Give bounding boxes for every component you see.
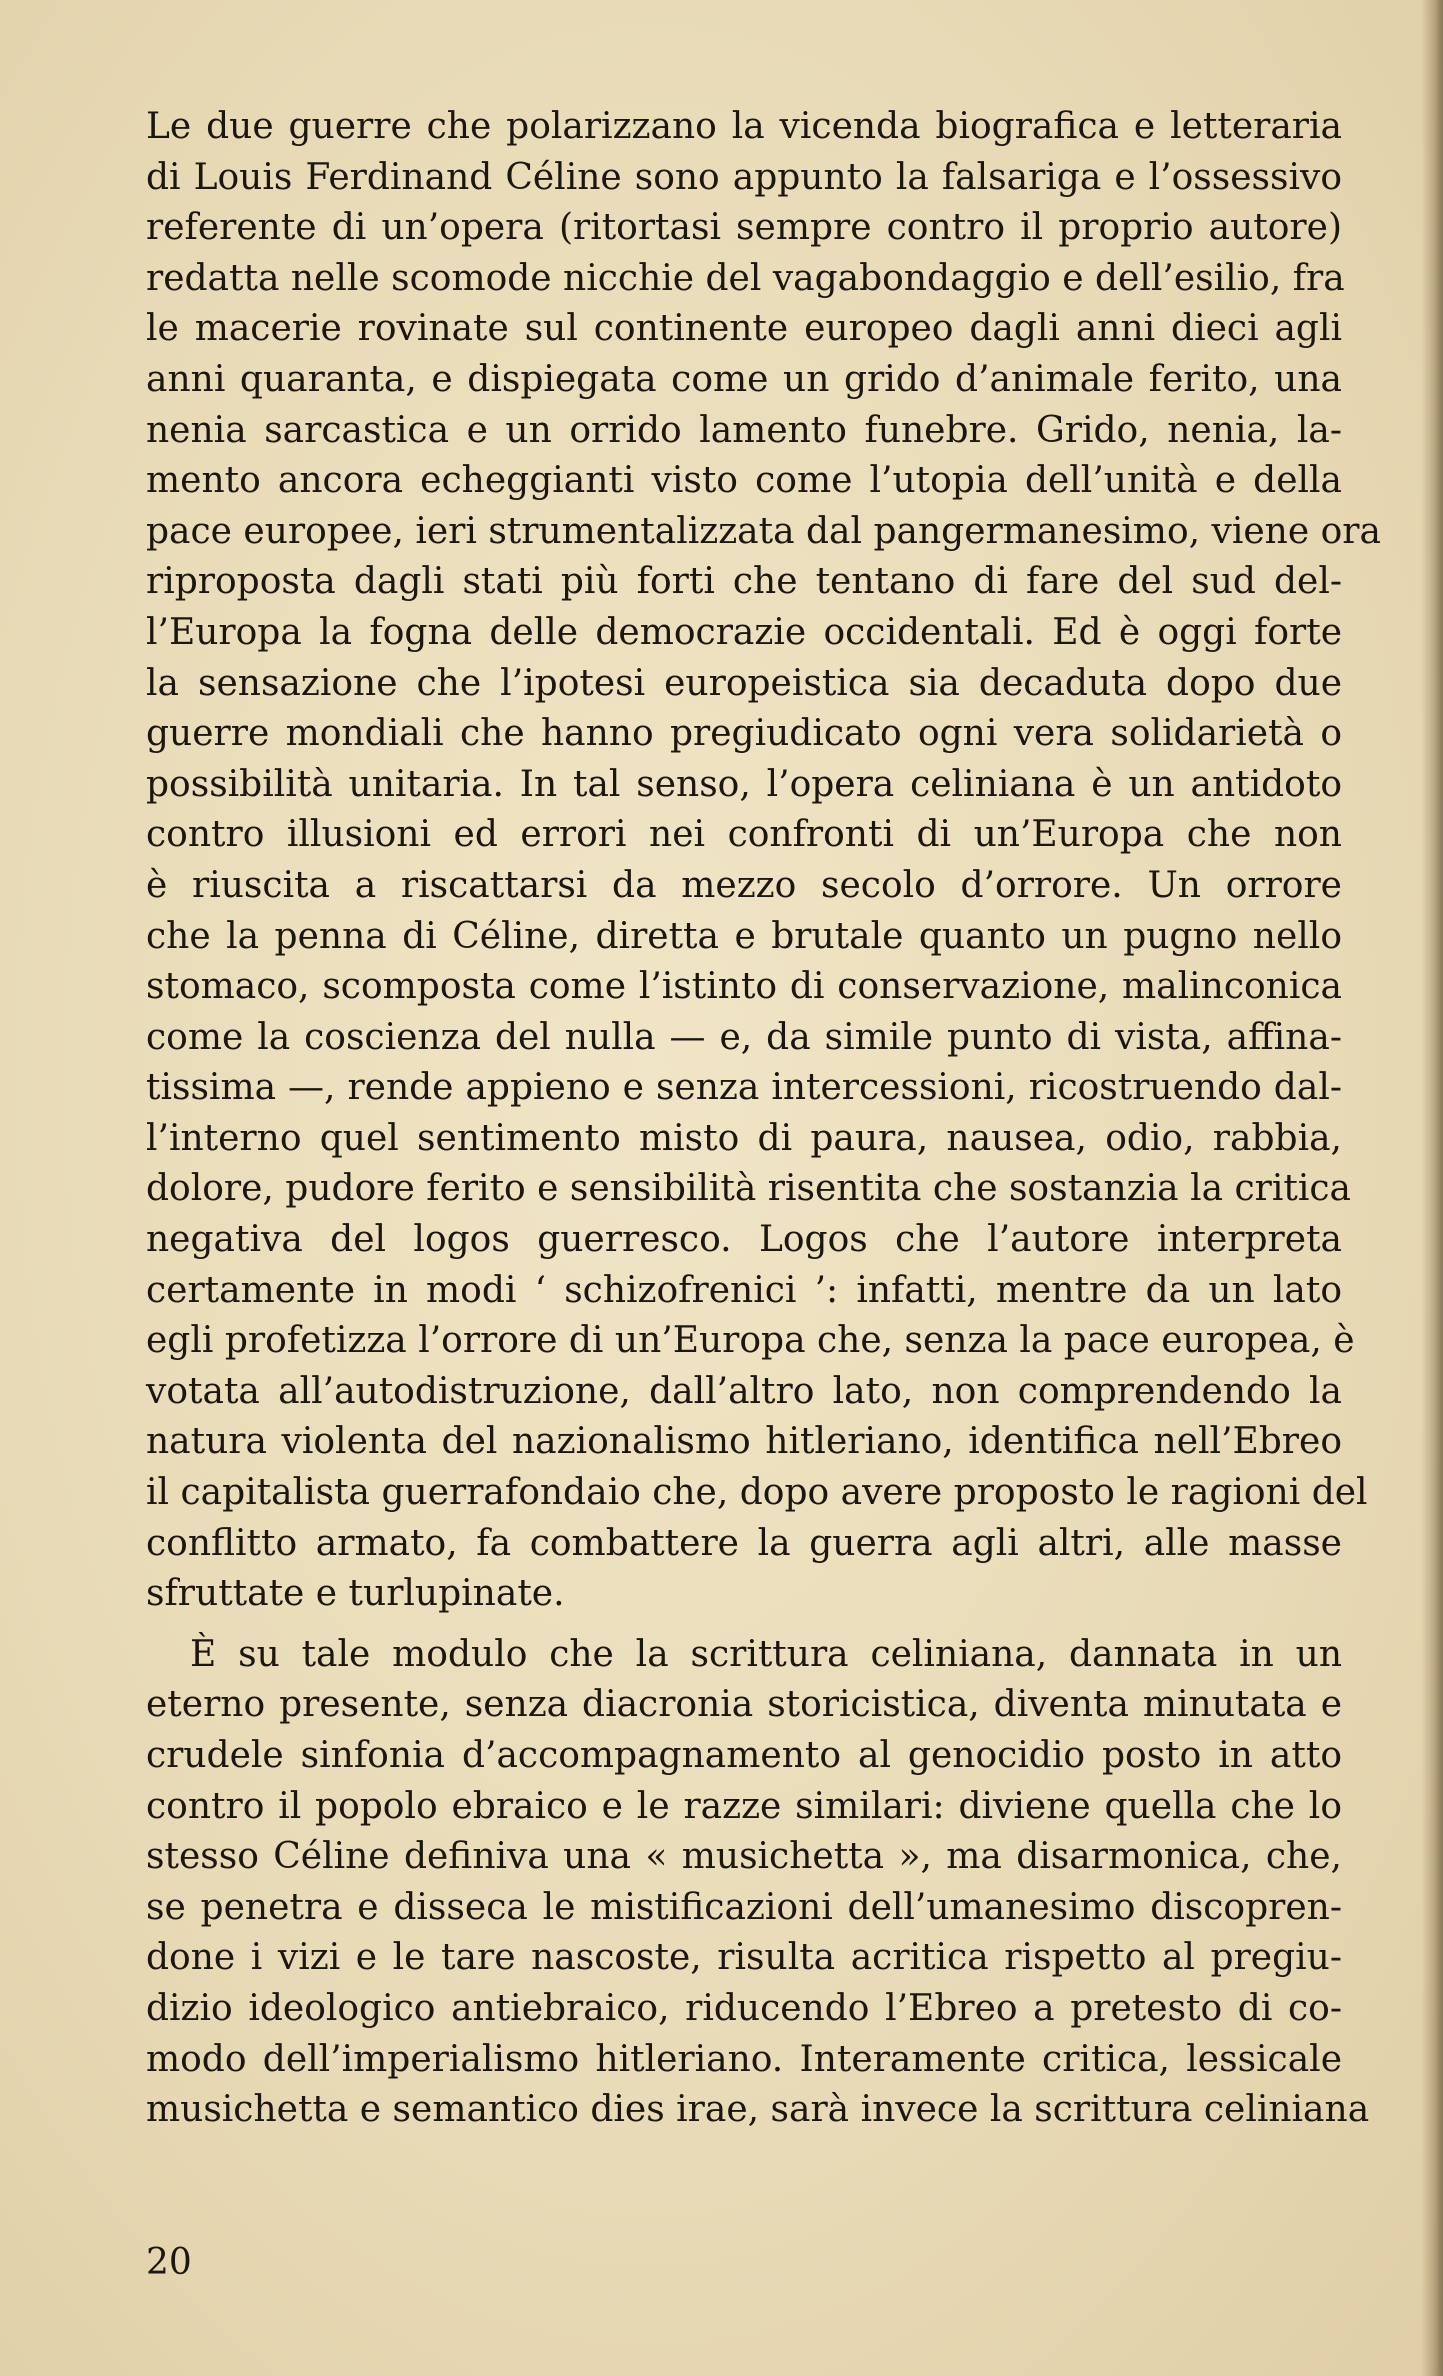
text-line: l’interno quel sentimento misto di paura, nausea, odio, rabbia,: [146, 1117, 1342, 1159]
text-line: done i vizi e le tare nascoste, risulta acritica rispetto al pregiu-: [146, 1937, 1342, 1979]
paragraph: [146, 1630, 1370, 2136]
text-line: contro il popolo ebraico e le razze similari: diviene quella che lo: [146, 1785, 1342, 1827]
text-line: nenia sarcastica e un orrido lamento funebre. Grido, nenia, la-: [146, 409, 1342, 451]
text-line: redatta nelle scomode nicchie del vagabondaggio e dell’esilio, fra: [146, 257, 1345, 299]
text-line: crudele sinfonia d’accompagnamento al genocidio posto in atto: [146, 1735, 1342, 1776]
text-line: eterno presente, senza diacronia storicistica, diventa minutata e: [146, 1684, 1342, 1726]
text-line: pace europee, ieri strumentalizzata dal pangermanesimo, viene ora: [146, 510, 1381, 552]
text-line: guerre mondiali che hanno pregiudicato ogni vera solidarietà o: [146, 713, 1342, 755]
text-line: conflitto armato, fa combattere la guerra agli altri, alle masse: [146, 1522, 1342, 1564]
text-line: se penetra e disseca le mistificazioni dell’umanesimo discopren-: [146, 1886, 1342, 1928]
text-line: stomaco, scomposta come l’istinto di conservazione, malinconica: [146, 966, 1342, 1008]
text-line: di Louis Ferdinand Céline sono appunto la falsariga e l’ossessivo: [146, 156, 1342, 198]
page-number: 20: [146, 2242, 192, 2283]
text-line: le macerie rovinate sul continente europeo dagli anni dieci agli: [146, 308, 1342, 350]
text-line: contro illusioni ed errori nei confronti di un’Europa che non: [146, 814, 1342, 856]
text-line: modo dell’imperialismo hitleriano. Interamente critica, lessicale: [146, 2038, 1342, 2080]
text-line: la sensazione che l’ipotesi europeistica sia decaduta dopo due: [146, 662, 1342, 704]
text-line: mento ancora echeggianti visto come l’utopia dell’unità e della: [146, 460, 1342, 502]
page-edge-shadow: [1421, 0, 1443, 2376]
text-line: anni quaranta, e dispiegata come un grido d’animale ferito, una: [146, 358, 1342, 400]
text-line: referente di un’opera (ritortasi sempre contro il proprio autore): [146, 207, 1342, 249]
text-line: il capitalista guerrafondaio che, dopo avere proposto le ragioni del: [146, 1472, 1368, 1514]
text-line: musichetta e semantico dies irae, sarà invece la scrittura celiniana: [146, 2089, 1370, 2131]
paragraph: [146, 102, 1381, 1620]
text-line: riproposta dagli stati più forti che tentano di fare del sud del-: [146, 561, 1342, 603]
text-line: che la penna di Céline, diretta e brutale quanto un pugno nello: [146, 915, 1342, 957]
text-line: egli profetizza l’orrore di un’Europa che, senza la pace europea, è: [146, 1320, 1355, 1362]
text-line: è riuscita a riscattarsi da mezzo secolo d’orrore. Un orrore: [146, 864, 1342, 906]
text-line: stesso Céline definiva una « musichetta », ma disarmonica, che,: [146, 1836, 1342, 1878]
text-line: sfruttate e turlupinate.: [146, 1573, 565, 1615]
text-line: certamente in modi ‘ schizofrenici ’: infatti, mentre da un lato: [146, 1269, 1342, 1311]
text-line: votata all’autodistruzione, dall’altro lato, non comprendendo la: [146, 1370, 1342, 1412]
text-line: come la coscienza del nulla — e, da simile punto di vista, affina-: [146, 1016, 1342, 1058]
text-line: È su tale modulo che la scrittura celiniana, dannata in un: [190, 1633, 1342, 1675]
text-line: dolore, pudore ferito e sensibilità risentita che sostanzia la critica: [146, 1168, 1351, 1210]
text-line: possibilità unitaria. In tal senso, l’opera celiniana è un antidoto: [146, 763, 1342, 805]
body-text: [146, 102, 1381, 2136]
text-line: l’Europa la fogna delle democrazie occidentali. Ed è oggi forte: [146, 611, 1342, 653]
text-line: tissima —, rende appieno e senza intercessioni, ricostruendo dal-: [146, 1067, 1342, 1109]
text-line: natura violenta del nazionalismo hitleriano, identifica nell’Ebreo: [146, 1421, 1342, 1463]
text-line: Le due guerre che polarizzano la vicenda biografica e letteraria: [146, 106, 1342, 147]
text-line: negativa del logos guerresco. Logos che l’autore interpreta: [146, 1219, 1342, 1261]
text-line: dizio ideologico antiebraico, riducendo l’Ebreo a pretesto di co-: [146, 1987, 1342, 2029]
